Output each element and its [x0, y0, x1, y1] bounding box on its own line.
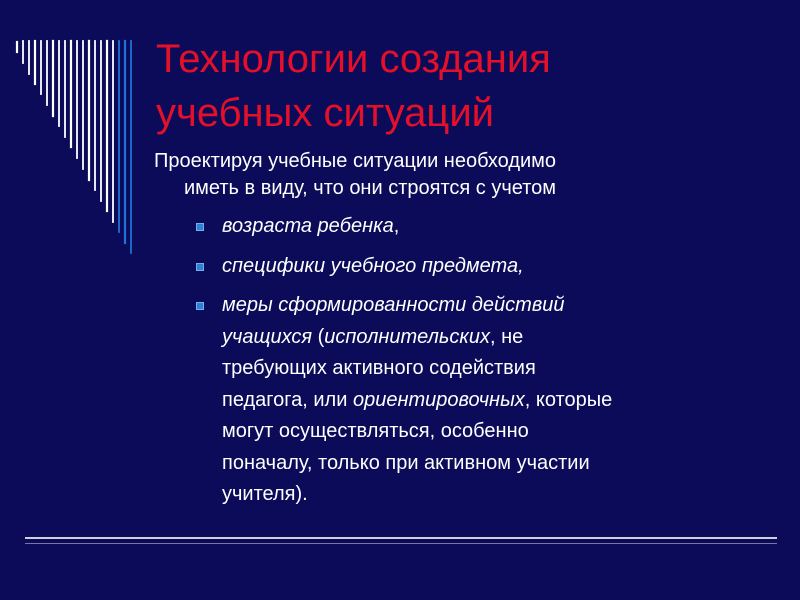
bullet-text-segment: учащихся [222, 325, 313, 348]
bullet-item-1 [196, 211, 756, 243]
bullet-line-3-6 [222, 448, 756, 480]
bullet-text-segment: педагога, или [222, 388, 353, 411]
bullet-text-segment: ориентировочных [352, 388, 525, 411]
bullet-text-segment: требующих активного содействия [222, 357, 536, 379]
bullet-text-segment: специфики учебного предмета, [222, 254, 524, 277]
bullet-item-2 [196, 251, 756, 283]
bullet-line-3-1 [222, 290, 756, 322]
intro-line-1: Проектируя учебные ситуации необходимо [154, 150, 557, 172]
intro-paragraph [154, 148, 744, 202]
bullet-line-3-5 [222, 416, 756, 448]
intro-line-2: иметь в виду, что они строятся с учетом [184, 177, 557, 199]
bullet-line-2-1 [222, 251, 756, 283]
bullet-text-segment: учителя). [222, 483, 308, 505]
square-bullet-icon [196, 223, 204, 231]
slide-title-line-1: Технологии создания [156, 37, 551, 81]
bullet-line-3-3 [222, 353, 756, 385]
bullet-text-segment: исполнительских [324, 325, 490, 348]
bullet-text-segment: возраста ребенка [222, 215, 394, 237]
bullet-text-segment: меры сформированности действий [222, 294, 565, 316]
bullet-text-segment: могут осуществляться, особенно [222, 420, 529, 442]
bullet-line-1-1 [222, 211, 756, 243]
bullet-line-3-4 [222, 385, 756, 417]
bullet-text-segment: , которые [524, 388, 613, 411]
bullet-line-3-2 [222, 322, 756, 354]
slide-title [156, 32, 766, 140]
bullet-list [196, 211, 756, 519]
bottom-horizontal-rule [25, 537, 777, 544]
bullet-text-segment: ( [312, 325, 325, 348]
bullet-line-3-7 [222, 479, 756, 511]
bullet-item-3 [196, 290, 756, 511]
bullet-text-segment: , [393, 215, 400, 237]
bullet-text-segment: поначалу, только при активном участии [222, 451, 590, 474]
bullet-text-segment: , не [490, 325, 524, 348]
slide-title-line-2: учебных ситуаций [156, 91, 495, 135]
square-bullet-icon [196, 263, 204, 271]
square-bullet-icon [196, 302, 204, 310]
